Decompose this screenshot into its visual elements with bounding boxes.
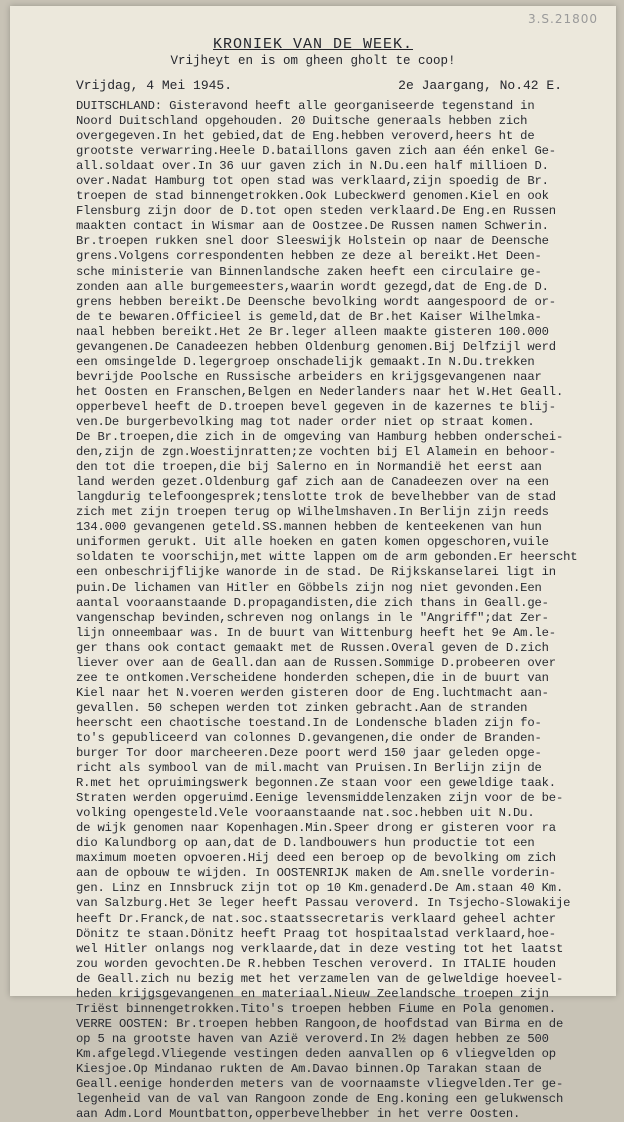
article-line: grens.Volgens correspondenten hebben ze deze al bereikt.Het Deen-	[76, 249, 542, 264]
article-line: Noord Duitschland opgehouden. 20 Duitsche generaals hebben zich	[76, 114, 528, 129]
article-line: een onbeschrijflijke wanorde in de stad. De Rijkskanselarei ligt in	[76, 565, 556, 580]
article-line: heden krijgsgevangenen en materiaal.Nieuw Zeelandsche troepen zijn	[76, 986, 549, 1001]
dateline	[76, 78, 562, 93]
article-line: R.met het opruimingswerk begonnen.Ze staan voor een geweldige taak.	[76, 776, 556, 791]
article-line: heerscht een chaotische toestand.In de Londensche bladen zijn fo-	[76, 715, 542, 730]
article-line: ven.De burgerbevolking mag tot nader order niet op straat komen.	[76, 414, 535, 429]
article-line: legenheid van de val van Rangoon zonde de Eng.koning een gelukwensch	[76, 1092, 564, 1107]
article-line: all.soldaat over.In 36 uur gaven zich in N.Du.een half millioen D.	[76, 159, 549, 174]
article-line: langdurig telefoongesprek;tenslotte trok de bevelhebber van de stad	[76, 490, 556, 505]
article-line: soldaten te voorschijn,met witte lappen om de arm gebonden.Er heerscht	[76, 550, 578, 565]
article-line: DUITSCHLAND: Gisteravond heeft alle georganiseerde tegenstand in	[76, 99, 535, 113]
article-line: vangenschap bevinden,schreven nog onlangs in le "Angriff";dat Zer-	[76, 610, 549, 625]
article-line: den tot die troepen,die bij Salerno en in Normandië het eerst aan	[76, 460, 542, 475]
article-line: ger thans ook contact gemaakt met de Russen.Overal geven de D.zich	[76, 640, 549, 655]
newsletter-page	[10, 6, 616, 1122]
article-line: Straten werden opgeruimd.Eenige levensmiddelenzaken zijn voor de be-	[76, 791, 564, 806]
masthead	[10, 36, 616, 68]
article-line: op 5 na grootste haven van Azië veroverd.In 2½ dagen hebben ze 500	[76, 1031, 549, 1046]
article-line: troepen de stad binnengetrokken.Ook Lubeckwerd genomen.Kiel en ook	[76, 189, 549, 204]
article-line: liever over aan de Geall.dan aan de Russen.Sommige D.probeeren over	[76, 655, 556, 670]
article-line: grens hebben bereikt.De Deensche bevolking wordt aangespoord de or-	[76, 294, 556, 309]
article-line: gevallen. 50 schepen werden tot zinken gebracht.Aan de stranden	[76, 700, 528, 715]
article-line: Flensburg zijn door de D.tot open steden verklaard.De Eng.en Russen	[76, 204, 556, 219]
article-line: de Geall.zich nu bezig met het verzamelen van de gelweldige hoeveel-	[76, 971, 564, 986]
article-line: Dönitz te staan.Dönitz heeft Praag tot hospitaalstad verklaard,hoe-	[76, 926, 556, 941]
article-line: Kiesjoe.Op Mindanao rukten de Am.Davao binnen.Op Tarakan staan de	[76, 1062, 542, 1076]
article-line: het Oosten en Franschen,Belgen en Nederlanders naar het W.Het Geall.	[76, 384, 564, 399]
article-line: de te bewaren.Officieel is gemeld,dat de Br.het Kaiser Wilhelmka-	[76, 309, 542, 324]
article-line: uniformen gerukt. Uit alle hoeken en gaten komen opgeschoren,vuile	[76, 535, 549, 550]
article-line: Br.troepen rukken snel door Sleeswijk Holstein op naar de Deensche	[76, 234, 549, 249]
article-line: Km.afgelegd.Vliegende vestingen deden aanvallen op 6 vliegvelden op	[76, 1046, 556, 1061]
article-line: aantal vooraanstaande D.propagandisten,die zich thans in Geall.ge-	[76, 595, 549, 610]
article-line: gevangenen.De Canadeezen hebben Oldenburg genomen.Bij Delfzijl werd	[76, 339, 556, 354]
article-line: den,zijn de zgn.Woestijnratten;ze vochten bij El Alamein en behoor-	[76, 445, 556, 460]
article-line: burger Tor door marcheeren.Deze poort werd 150 jaar geleden opge-	[76, 746, 542, 761]
article-line: volking opengesteld.Vele vooraanstaande nat.soc.hebben uit N.Du.	[76, 806, 535, 821]
article-line: zee te ontkomen.Verscheidene honderden schepen,die in de buurt van	[76, 670, 549, 685]
article-line: naal hebben bereikt.Het 2e Br.leger alleen maakte gisteren 100.000	[76, 324, 549, 339]
article-line: de wijk genomen naar Kopenhagen.Min.Speer drong er gisteren voor ra	[76, 821, 556, 836]
article-line: grootste verwarring.Heele D.bataillons gaven zich aan één enkel Ge-	[76, 144, 556, 159]
newsletter-motto: Vrijheyt en is om gheen gholt te coop!	[170, 54, 456, 68]
article-line: heeft Dr.Franck,de nat.soc.staatssecretaris verklaard geheel achter	[76, 911, 556, 926]
article-line: een omsingelde D.legergroep onschadelijk gemaakt.In N.Du.trekken	[76, 354, 535, 369]
article-line: De Br.troepen,die zich in de omgeving van Hamburg hebben onderschei-	[76, 430, 564, 445]
archive-pencil-mark: 3.S.21800	[527, 12, 598, 26]
article-line: gen. Linz en Innsbruck zijn tot op 10 Km.genaderd.De Am.staan 40 Km.	[76, 881, 564, 896]
article-line: Kiel naar het N.voeren werden gisteren door de Eng.luchtmacht aan-	[76, 685, 549, 700]
article-line: richt als symbool van de mil.macht van Pruisen.In Berlijn zijn de	[76, 761, 542, 776]
article-line: van Salzburg.Het 3e leger heeft Passau veroverd. In Tsjecho-Slowakije	[76, 896, 571, 911]
article-line: to's gepubliceerd van colonnes D.gevangenen,die onder de Branden-	[76, 730, 542, 745]
article-line: dio Kalundborg op aan,dat de D.landbouwers hun productie tot een	[76, 836, 535, 851]
article-line: aan Adm.Lord Mountbatton,opperbevelhebber in het verre Oosten.	[76, 1107, 521, 1122]
article-line: bevrijde Poolsche en Russische arbeiders en krijgsgevangenen naar	[76, 369, 542, 384]
article-line: land werden gezet.Oldenburg gaf zich aan de Canadeezen over na een	[76, 475, 549, 490]
issue-date: Vrijdag, 4 Mei 1945.	[76, 78, 233, 93]
article-line: sche ministerie van Binnenlandsche zaken heeft een circulaire ge-	[76, 264, 542, 279]
article-line: zich met zijn troepen terug op Wilhelmshaven.In Berlijn zijn reeds	[76, 505, 549, 520]
article-line: aan de opbouw te wijden. In OOSTENRIJK maken de Am.snelle vorderin-	[76, 866, 556, 881]
article-line: 134.000 gevangenen geteld.SS.mannen hebben de kenteekenen van hun	[76, 520, 542, 535]
article-line: over.Nadat Hamburg tot open stad was verklaard,zijn spoedig de Br.	[76, 174, 549, 189]
article-line: puin.De lichamen van Hitler en Göbbels zijn nog niet gevonden.Een	[76, 580, 542, 595]
newsletter-title: KRONIEK VAN DE WEEK.	[212, 36, 414, 53]
article-body	[76, 99, 596, 1122]
article-line: maakten contact in Wismar aan de Oostzee.De Russen namen Schwerin.	[76, 219, 549, 234]
article-line: zou worden gevochten.De R.hebben Teschen veroverd. In ITALIE houden	[76, 956, 556, 971]
article-line: Triëst binnengetrokken.Tito's troepen hebben Fiume en Pola genomen.	[76, 1001, 556, 1016]
article-line: lijn onneembaar was. In de buurt van Wittenburg heeft het 9e Am.le-	[76, 625, 556, 640]
article-line: maximum moeten opvoeren.Hij deed een beroep op de bevolking om zich	[76, 851, 556, 866]
article-line: Geall.eenige honderden meters van de voornaamste vliegvelden.Ter ge-	[76, 1077, 564, 1092]
article-line: wel Hitler onlangs nog verklaarde,dat in deze vesting tot het laatst	[76, 941, 564, 956]
article-line: overgegeven.In het gebied,dat de Eng.hebben veroverd,heers ht de	[76, 129, 535, 144]
issue-number: 2e Jaargang, No.42 E.	[398, 78, 562, 93]
article-line: VERRE OOSTEN: Br.troepen hebben Rangoon,de hoofdstad van Birma en de	[76, 1016, 564, 1031]
article-line: opperbevel heeft de D.troepen bevel gegeven in de kazernes te blij-	[76, 399, 556, 414]
article-line: zonden aan alle burgemeesters,waarin wordt gezegd,dat de Eng.de D.	[76, 279, 549, 294]
